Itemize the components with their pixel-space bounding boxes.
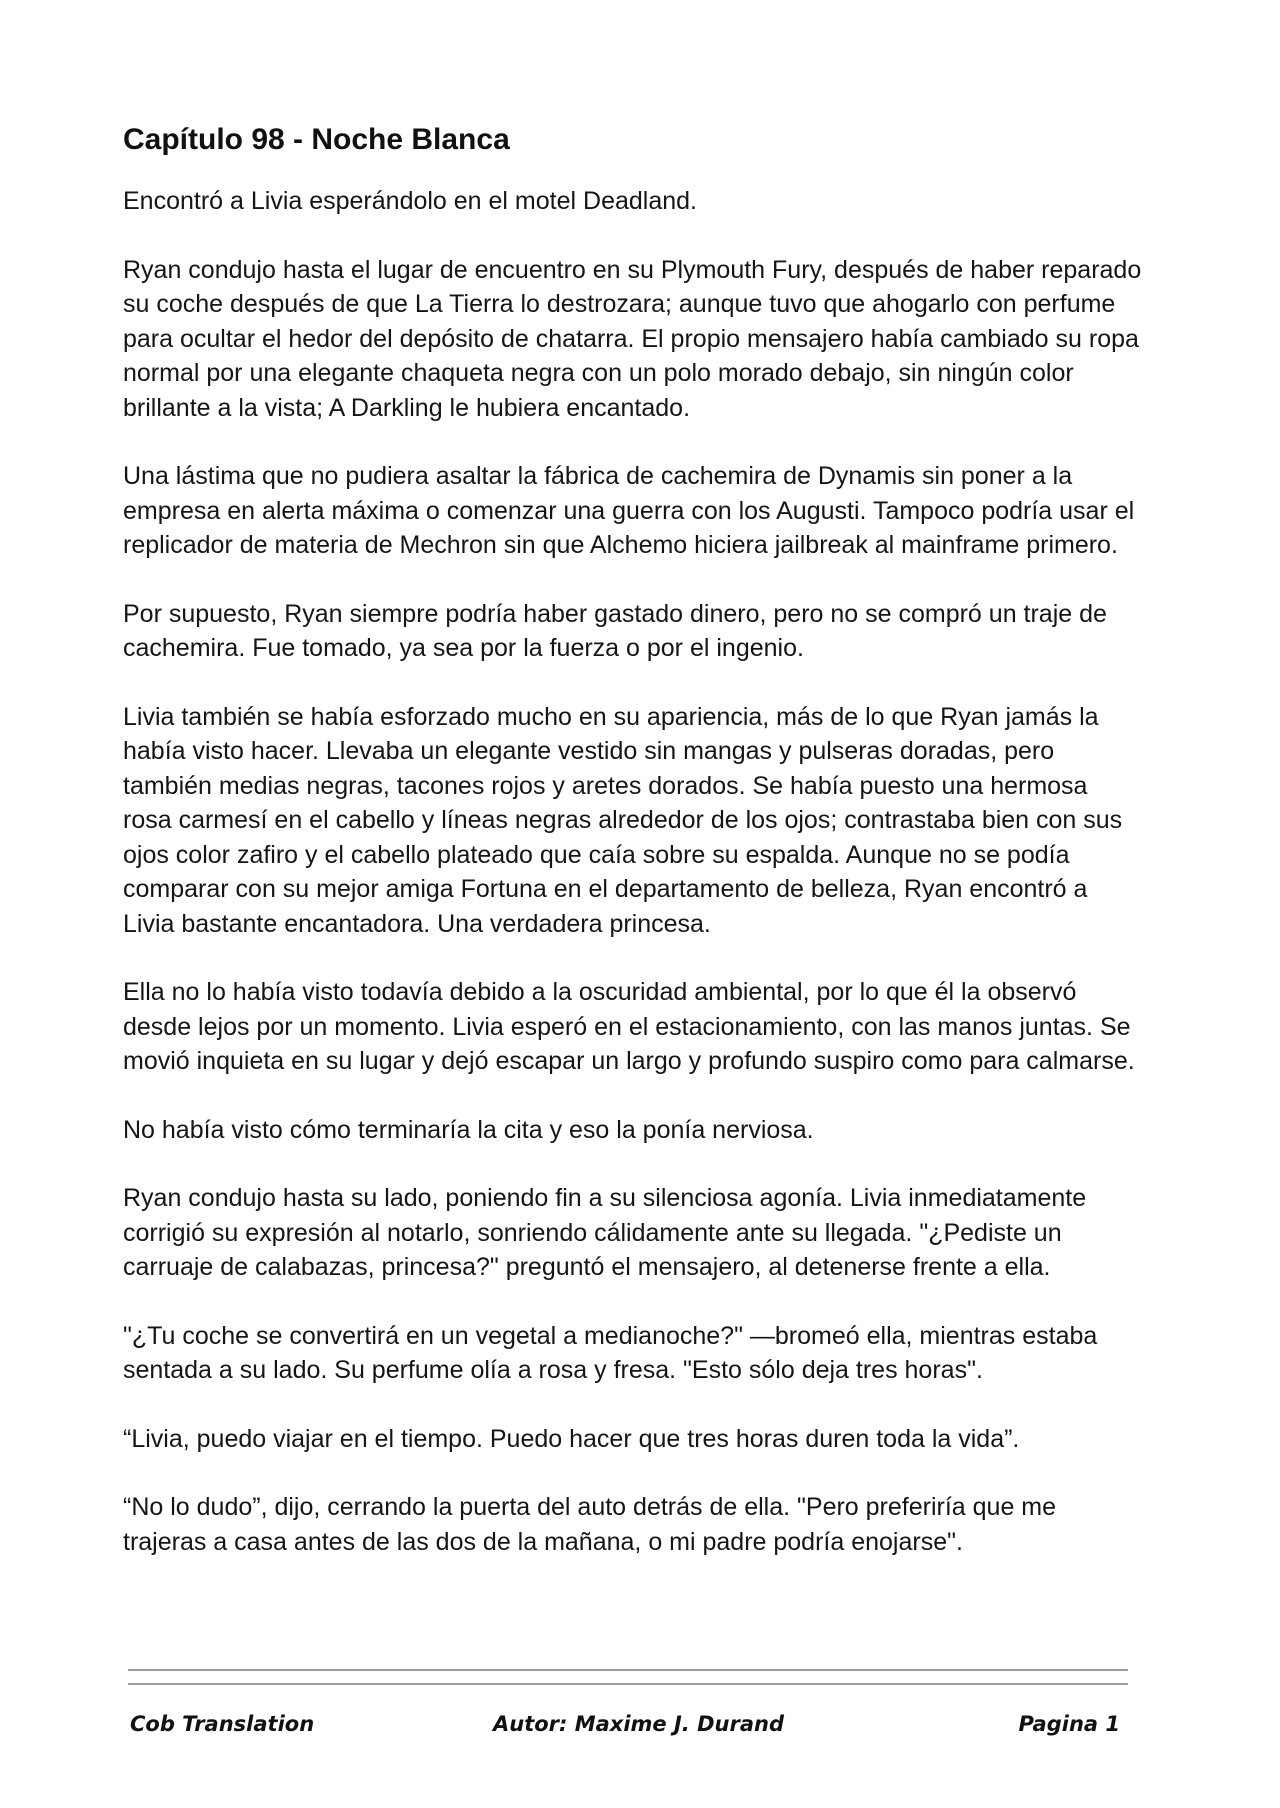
document-body [123,118,1143,1593]
footer-translator: Cob Translation [130,1712,315,1736]
paragraph: Por supuesto, Ryan siempre podría haber gastado dinero, pero no se compró un traje de cachemira. Fue tomado, ya sea por la fuerza o por el ingenio. [123,599,1107,662]
paragraph: “No lo dudo”, dijo, cerrando la puerta del auto detrás de ella. "Pero preferiría que me trajeras a casa antes de las dos de la mañana, o mi padre podría enojarse". [123,1493,1057,1556]
footer-divider-bottom [128,1683,1128,1685]
paragraph: "¿Tu coche se convertirá en un vegetal a medianoche?" —bromeó ella, mientras estaba sentada a su lado. Su perfume olía a rosa y fresa. "Esto sólo deja tres horas". [123,1321,1098,1384]
page-footer [128,1712,1128,1748]
paragraph: Una lástima que no pudiera asaltar la fábrica de cachemira de Dynamis sin poner a la empresa en alerta máxima o comenzar una guerra con los Augusti. Tampoco podría usar el replicador de materia de Mechron sin que Alchemo hiciera jailbreak al mainframe primero. [123,462,1135,559]
paragraph: “Livia, puedo viajar en el tiempo. Puedo hacer que tres horas duren toda la vida”. [123,1424,1020,1453]
paragraph: Ryan condujo hasta el lugar de encuentro en su Plymouth Fury, después de haber reparado su coche después de que La Tierra lo destrozara; aunque tuvo que ahogarlo con perfume para ocultar el hedor del depósito de chatarra. El propio mensajero había cambiado su ropa normal por una elegante chaqueta negra con un polo morado debajo, sin ningún color brillante a la vista; A Darkling le hubiera encantado. [123,255,1142,422]
paragraph: Ryan condujo hasta su lado, poniendo fin a su silenciosa agonía. Livia inmediatamente corrigió su expresión al notarlo, sonriendo cálidamente ante su llegada. "¿Pediste un carruaje de calabazas, princesa?" preguntó el mensajero, al detenerse frente a ella. [123,1184,1087,1281]
footer-author: Autor: Maxime J. Durand [493,1712,784,1736]
footer-divider-top [128,1669,1128,1671]
paragraph: No había visto cómo terminaría la cita y eso la ponía nerviosa. [123,1115,814,1144]
paragraph: Ella no lo había visto todavía debido a la oscuridad ambiental, por lo que él la observó desde lejos por un momento. Livia esperó en el estacionamiento, con las manos juntas. Se movió inquieta en su lugar y dejó escapar un largo y profundo suspiro como para calmarse. [123,978,1135,1075]
paragraph: Livia también se había esforzado mucho en su apariencia, más de lo que Ryan jamás la había visto hacer. Llevaba un elegante vestido sin mangas y pulseras doradas, pero también medias negras, tacones rojos y aretes dorados. Se había puesto una hermosa rosa carmesí en el cabello y líneas negras alrededor de los ojos; contrastaba bien con sus ojos color zafiro y el cabello plateado que caía sobre su espalda. Aunque no se podía comparar con su mejor amiga Fortuna en el departamento de belleza, Ryan encontró a Livia bastante encantadora. Una verdadera princesa. [123,702,1123,938]
paragraph: Encontró a Livia esperándolo en el motel Deadland. [123,187,697,215]
footer-page-number: Pagina 1 [1018,1712,1120,1736]
chapter-title: Capítulo 98 - Noche Blanca [123,123,510,156]
